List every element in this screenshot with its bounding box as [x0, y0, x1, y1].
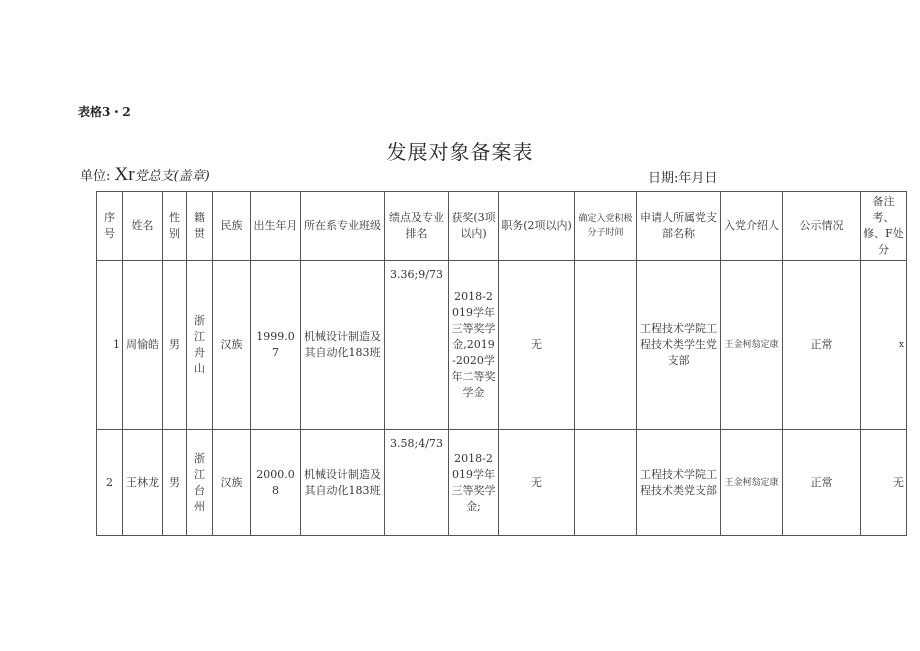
date-line: 日期:年月日	[648, 171, 718, 186]
table-row	[97, 261, 907, 430]
cell-awards: 2018-2019学年三等奖学金,2019-2020学年二等奖学金	[449, 261, 499, 430]
cell-introducer: 王金柯翁定康	[721, 261, 783, 430]
unit-value: Xr	[114, 164, 135, 185]
cell-birth: 1999.07	[251, 261, 301, 430]
col-header-no: 序号	[97, 192, 123, 261]
unit-line	[80, 164, 210, 186]
cell-class: 机械设计制造及其自动化183班	[301, 261, 385, 430]
cell-native: 浙江台州	[187, 430, 213, 536]
col-header-class: 所在系专业班级	[301, 192, 385, 261]
cell-introducer: 王金柯翁定康	[721, 430, 783, 536]
unit-seal: (盖章)	[173, 169, 210, 184]
cell-name: 周愉皓	[123, 261, 163, 430]
col-header-branch: 申请人所属党支部名称	[637, 192, 721, 261]
table-header-row	[97, 192, 907, 261]
cell-awards: 2018-2019学年三等奖学金;	[449, 430, 499, 536]
cell-publicity: 正常	[783, 430, 861, 536]
cell-ethnicity: 汉族	[213, 261, 251, 430]
cell-position: 无	[499, 261, 575, 430]
cell-gpa: 3.36;9/73	[385, 261, 449, 430]
cell-name: 王林龙	[123, 430, 163, 536]
col-header-introducer: 入党介绍人	[721, 192, 783, 261]
cell-class: 机械设计制造及其自动化183班	[301, 430, 385, 536]
cell-branch: 工程技术学院工程技术类学生党支部	[637, 261, 721, 430]
col-header-position: 职务(2项以内)	[499, 192, 575, 261]
col-header-birth: 出生年月	[251, 192, 301, 261]
col-header-native: 籍贯	[187, 192, 213, 261]
cell-remark: x	[861, 261, 907, 430]
unit-branch: 党总支	[134, 169, 174, 184]
cell-remark: 无	[861, 430, 907, 536]
cell-gender: 男	[163, 430, 187, 536]
cell-gender: 男	[163, 261, 187, 430]
cell-birth: 2000.08	[251, 430, 301, 536]
unit-label: 单位:	[80, 169, 111, 184]
cell-ethnicity: 汉族	[213, 430, 251, 536]
cell-no: 2	[97, 430, 123, 536]
cell-native: 浙江舟山	[187, 261, 213, 430]
table-row	[97, 430, 907, 536]
col-header-activist-date: 确定入党积极分子时间	[575, 192, 637, 261]
cell-branch: 工程技术学院工程技术类党支部	[637, 430, 721, 536]
col-header-ethnicity: 民族	[213, 192, 251, 261]
cell-activist-date	[575, 430, 637, 536]
col-header-awards: 获奖(3项以内)	[449, 192, 499, 261]
cell-gpa: 3.58;4/73	[385, 430, 449, 536]
cell-publicity: 正常	[783, 261, 861, 430]
col-header-gpa: 绩点及专业排名	[385, 192, 449, 261]
record-table	[96, 191, 907, 536]
col-header-publicity: 公示情况	[783, 192, 861, 261]
page-title: 发展对象备案表	[386, 140, 534, 164]
form-number: 表格3・2	[78, 105, 131, 119]
cell-no: 1	[97, 261, 123, 430]
cell-position: 无	[499, 430, 575, 536]
col-header-remark: 备注考、修、F处分	[861, 192, 907, 261]
col-header-name: 姓名	[123, 192, 163, 261]
col-header-gender: 性别	[163, 192, 187, 261]
cell-activist-date	[575, 261, 637, 430]
